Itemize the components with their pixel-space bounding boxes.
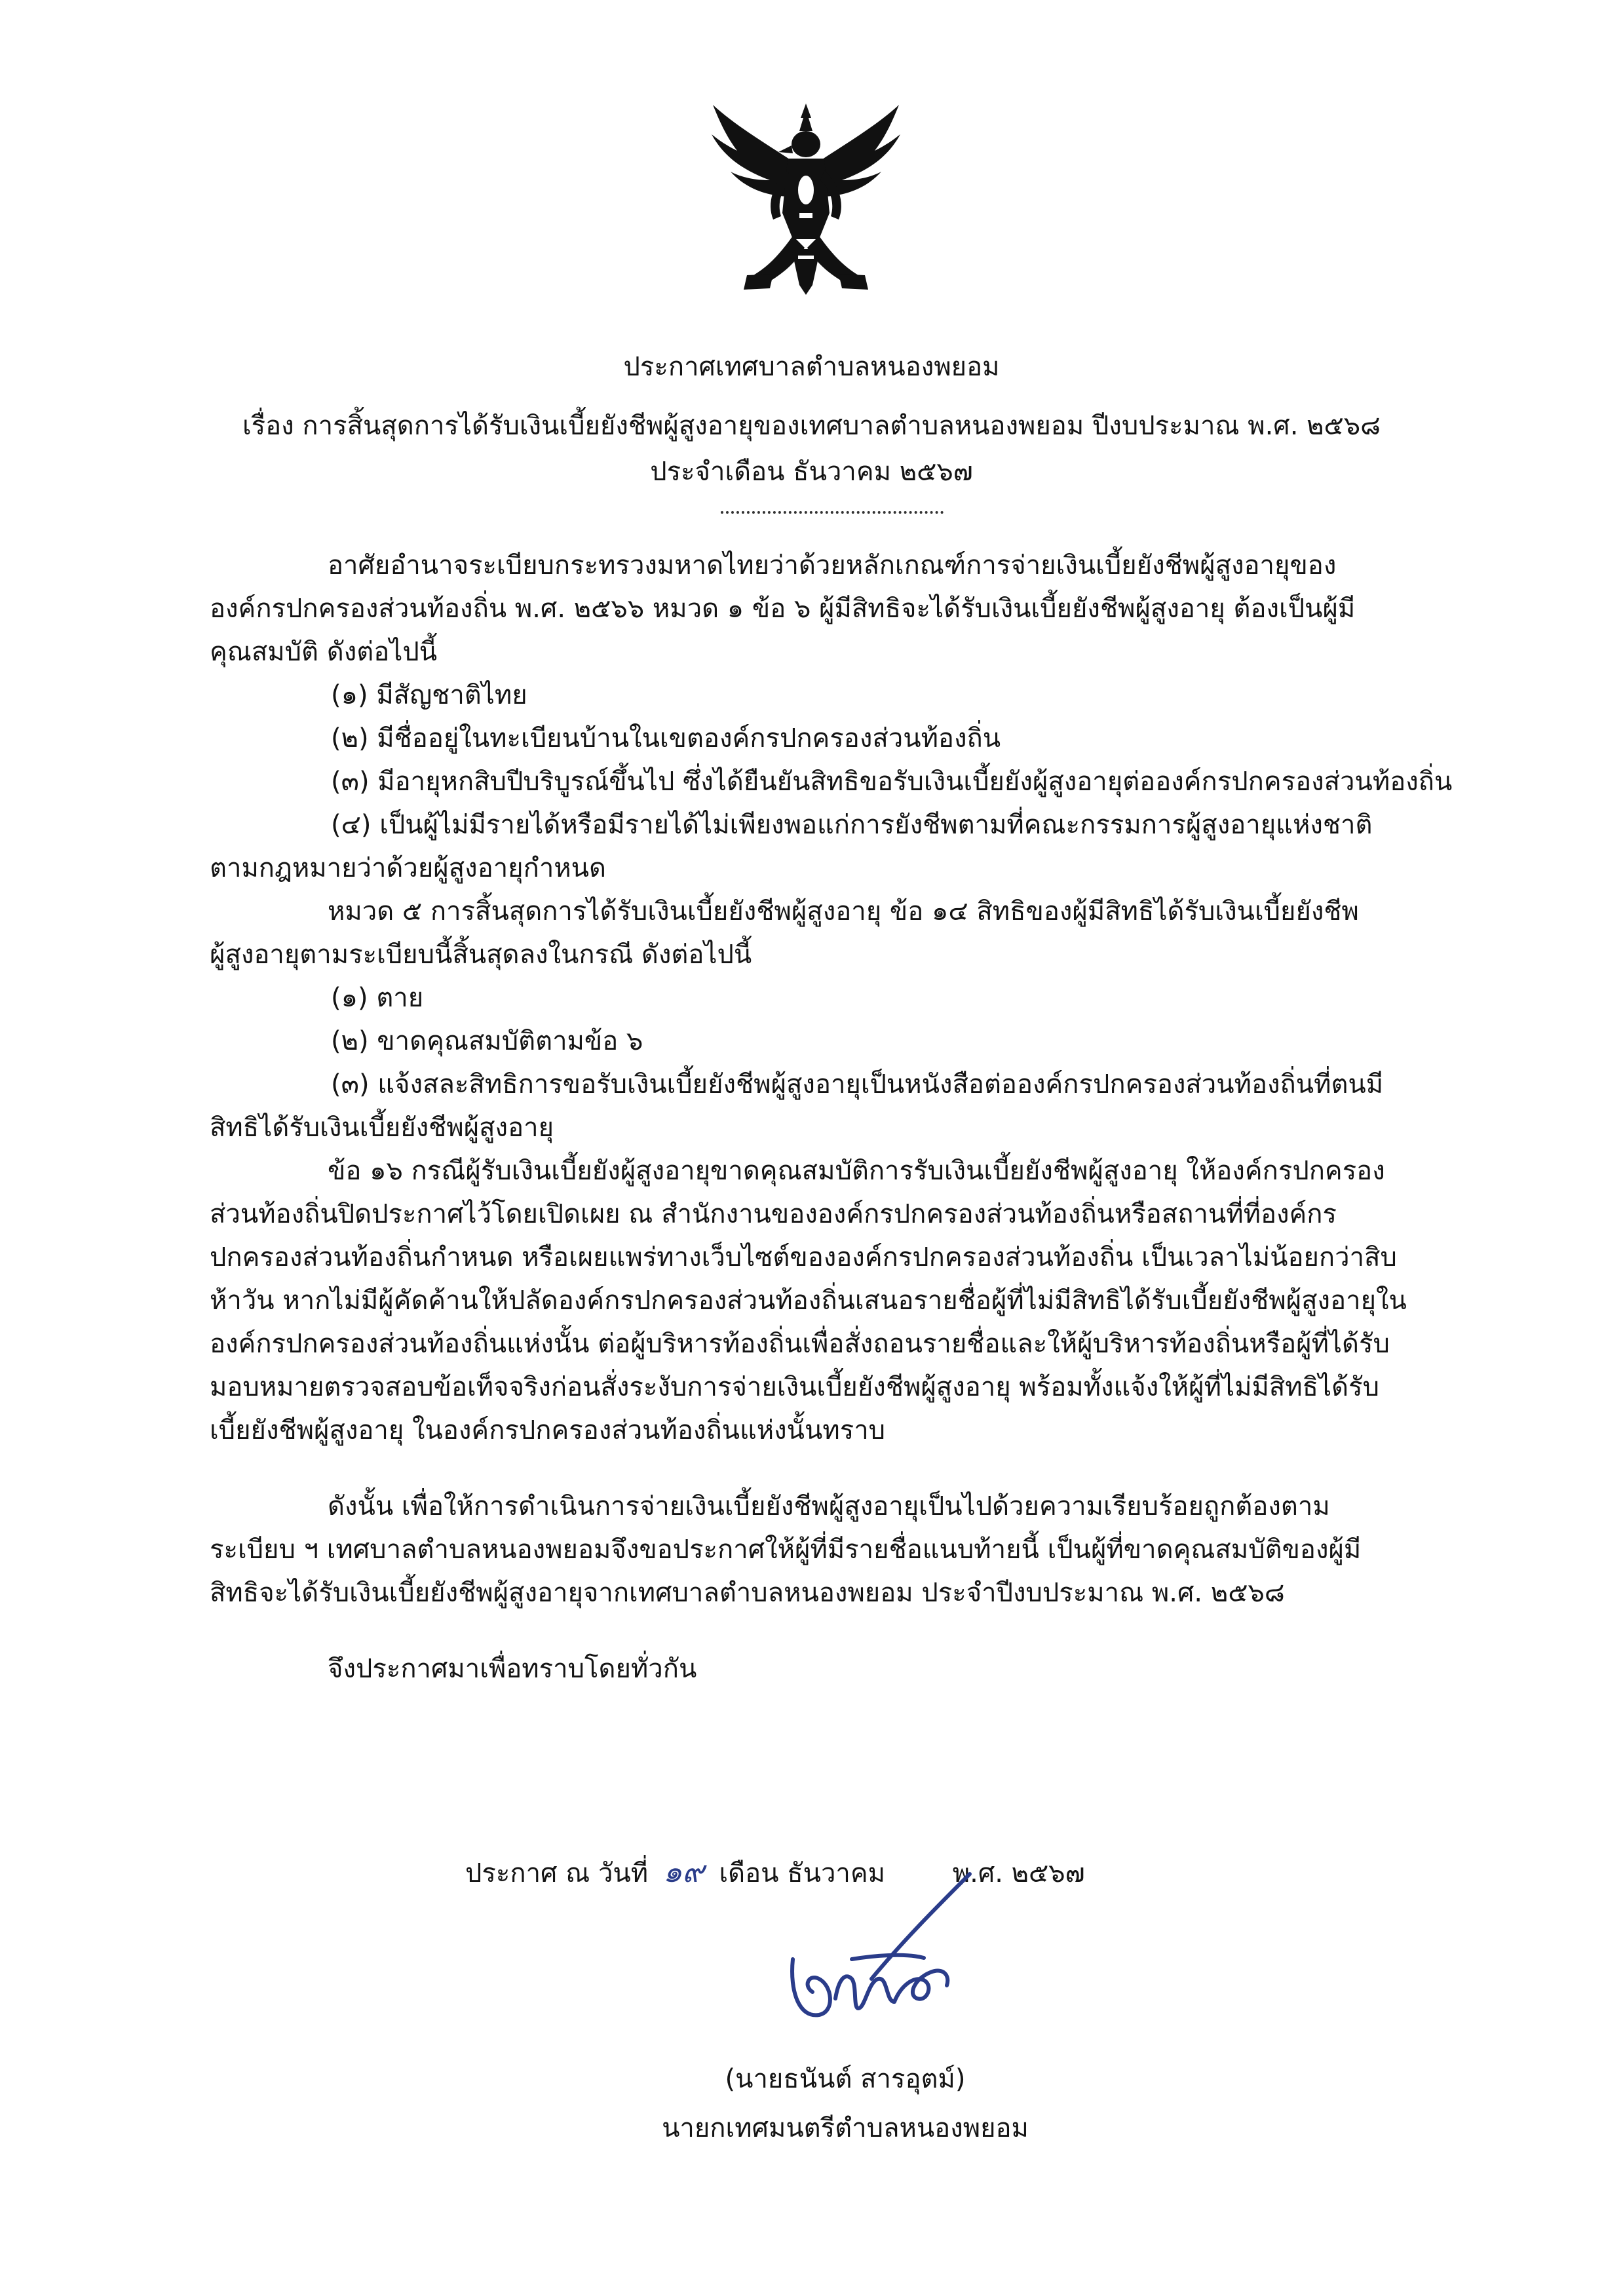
separator-dots	[721, 511, 944, 514]
paragraph-1-line-2: องค์กรปกครองส่วนท้องถิ่น พ.ศ. ๒๕๖๖ หมวด ๑ ข้อ ๖ ผู้มีสิทธิจะได้รับเงินเบี้ยยังชีพผู้สูงอายุ ต้องเป็นผู้มี	[210, 594, 1356, 624]
qualification-4-line-2: ตามกฎหมายว่าด้วยผู้สูงอายุกำหนด	[210, 853, 606, 883]
signatory-name: (นายธนันต์ สารอุตม์)	[725, 2064, 966, 2094]
qualification-1: (๑) มีสัญชาติไทย	[331, 680, 527, 710]
termination-3-line-2: สิทธิได้รับเงินเบี้ยยังชีพผู้สูงอายุ	[210, 1113, 554, 1143]
paragraph-1-line-3: คุณสมบัติ ดังต่อไปนี้	[210, 637, 438, 667]
announcement-subject: เรื่อง การสิ้นสุดการได้รับเงินเบี้ยยังชีพผู้สูงอายุของเทศบาลตำบลหนองพยอม ปีงบประมาณ พ.ศ. ๒๕๖๘	[242, 411, 1381, 441]
paragraph-3-line-1: ข้อ ๑๖ กรณีผู้รับเงินเบี้ยยังผู้สูงอายุขาดคุณสมบัติการรับเงินเบี้ยยังชีพผู้สูงอายุ ให้องค์กรปกครอง	[328, 1156, 1385, 1186]
garuda-emblem-icon	[708, 98, 904, 301]
qualification-4-line-1: (๔) เป็นผู้ไม่มีรายได้หรือมีรายได้ไม่เพียงพอแก่การยังชีพตามที่คณะกรรมการผู้สูงอายุแห่งชาติ	[331, 810, 1373, 840]
paragraph-3-line-4: ห้าวัน หากไม่มีผู้คัดค้านให้ปลัดองค์กรปกครองส่วนท้องถิ่นเสนอรายชื่อผู้ที่ไม่มีสิทธิได้รับเบี้ยยังชีพผู้สูงอายุใน	[210, 1286, 1407, 1316]
termination-3-line-1: (๓) แจ้งสละสิทธิการขอรับเงินเบี้ยยังชีพผู้สูงอายุเป็นหนังสือต่อองค์กรปกครองส่วนท้องถิ่นที่ตนมี	[331, 1069, 1384, 1100]
qualification-3: (๓) มีอายุหกสิบปีบริบูรณ์ขึ้นไป ซึ่งได้ยืนยันสิทธิขอรับเงินเบี้ยยังผู้สูงอายุต่อองค์กรปกครองส่วนท้องถิ่น	[331, 767, 1453, 797]
termination-1: (๑) ตาย	[331, 983, 424, 1013]
qualification-2: (๒) มีชื่ออยู่ในทะเบียนบ้านในเขตองค์กรปกครองส่วนท้องถิ่น	[331, 723, 1001, 754]
announcement-body	[210, 544, 1453, 1691]
paragraph-4-line-1: ดังนั้น เพื่อให้การดำเนินการจ่ายเงินเบี้ยยังชีพผู้สูงอายุเป็นไปด้วยความเรียบร้อยถูกต้องตาม	[328, 1491, 1330, 1521]
date-day: ๑๙	[662, 1854, 704, 1889]
date-year: พ.ศ. ๒๕๖๗	[952, 1858, 1085, 1888]
closing-statement: จึงประกาศมาเพื่อทราบโดยทั่วกัน	[328, 1654, 697, 1684]
termination-2: (๒) ขาดคุณสมบัติตามข้อ ๖	[331, 1026, 643, 1056]
paragraph-3-line-3: ปกครองส่วนท้องถิ่นกำหนด หรือเผยแพร่ทางเว็บไซต์ขององค์กรปกครองส่วนท้องถิ่น เป็นเวลาไม่น้อยกว่าสิบ	[210, 1242, 1397, 1272]
blank-spacer	[210, 1452, 1428, 1485]
handwritten-signature	[773, 1867, 989, 2038]
paragraph-3-line-7: เบี้ยยังชีพผู้สูงอายุ ในองค์กรปกครองส่วนท้องถิ่นแห่งนั้นทราบ	[210, 1415, 886, 1445]
paragraph-4-line-3: สิทธิจะได้รับเงินเบี้ยยังชีพผู้สูงอายุจากเทศบาลตำบลหนองพยอม ประจำปีงบประมาณ พ.ศ. ๒๕๖๘	[210, 1578, 1285, 1608]
paragraph-1-line-1: อาศัยอำนาจระเบียบกระทรวงมหาดไทยว่าด้วยหลักเกณฑ์การจ่ายเงินเบี้ยยังชีพผู้สูงอายุของ	[328, 550, 1337, 581]
paragraph-3-line-2: ส่วนท้องถิ่นปิดประกาศไว้โดยเปิดเผย ณ สำนักงานขององค์กรปกครองส่วนท้องถิ่นหรือสถานที่ที่องค์กร	[210, 1199, 1337, 1229]
paragraph-3-line-5: องค์กรปกครองส่วนท้องถิ่นแห่งนั้น ต่อผู้บริหารท้องถิ่นเพื่อสั่งถอนรายชื่อและให้ผู้บริหารท้องถิ่นหรือผู้ที่ได้รับ	[210, 1329, 1390, 1359]
date-prefix: ประกาศ ณ วันที่	[465, 1858, 649, 1888]
paragraph-4-line-2: ระเบียบ ฯ เทศบาลตำบลหนองพยอมจึงขอประกาศให้ผู้ที่มีรายชื่อแนบท้ายนี้ เป็นผู้ที่ขาดคุณสมบัติของผู้มี	[210, 1535, 1362, 1565]
paragraph-3-line-6: มอบหมายตรวจสอบข้อเท็จจริงก่อนสั่งระงับการจ่ายเงินเบี้ยยังชีพผู้สูงอายุ พร้อมทั้งแจ้งให้ผู้ที่ไม่มีสิทธิได้รับ	[210, 1372, 1379, 1402]
signatory-position: นายกเทศมนตรีตำบลหนองพยอม	[662, 2113, 1029, 2143]
announcement-period: ประจำเดือน ธันวาคม ๒๕๖๗	[650, 457, 973, 487]
paragraph-2-line-2: ผู้สูงอายุตามระเบียบนี้สิ้นสุดลงในกรณี ดังต่อไปนี้	[210, 940, 752, 970]
blank-spacer	[210, 1615, 1428, 1647]
paragraph-2-line-1: หมวด ๕ การสิ้นสุดการได้รับเงินเบี้ยยังชีพผู้สูงอายุ ข้อ ๑๔ สิทธิของผู้มีสิทธิได้รับเงินเบี้ยยังชีพ	[328, 896, 1359, 927]
date-month: เดือน ธันวาคม	[719, 1858, 886, 1888]
announcement-title: ประกาศเทศบาลตำบลหนองพยอม	[623, 352, 1000, 382]
